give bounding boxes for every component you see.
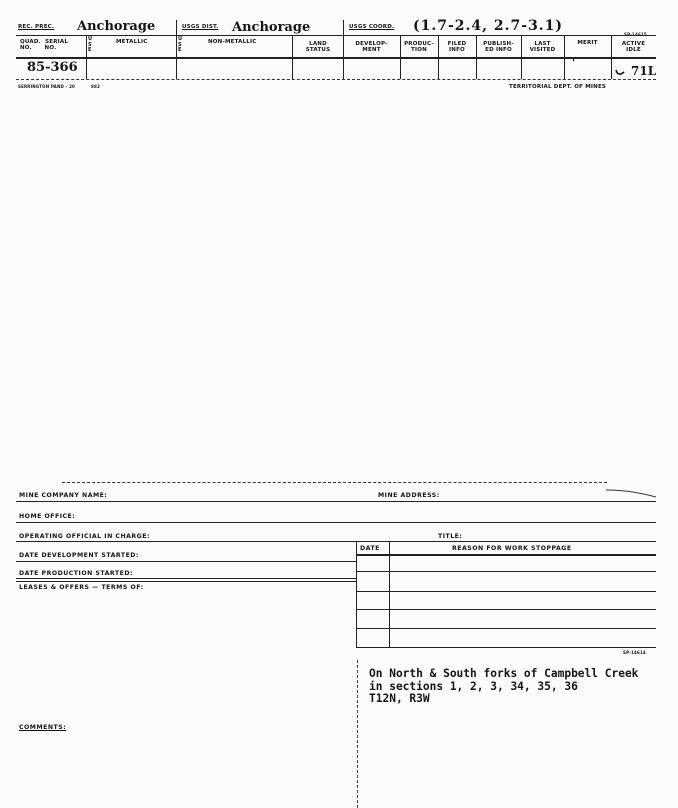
leases-offers-label: LEASES & OFFERS — TERMS OF: (19, 584, 144, 591)
comments-label: COMMENTS: (19, 724, 67, 731)
col-development: DEVELOP- MENT (355, 41, 388, 53)
checkmark-icon (615, 62, 625, 72)
row-rule (16, 581, 356, 582)
row-rule (16, 578, 356, 579)
date-development-started-label: DATE DEVELOPMENT STARTED: (19, 552, 139, 559)
mine-address-label: MINE ADDRESS: (378, 492, 440, 499)
row-rule (16, 541, 656, 542)
printer-line: SERRINGTON PAND - 20 (18, 84, 76, 89)
col-active-idle: ACTIVE IDLE (621, 41, 646, 53)
location-note: On North & South forks of Campbell Creek in sections 1, 2, 3, 34, 35, 36 T12N, R3W (369, 667, 639, 705)
mine-company-name-label: MINE COMPANY NAME: (19, 492, 108, 499)
usgs-dist-value: Anchorage (232, 20, 311, 35)
col-divider (176, 20, 177, 79)
form-number-top: SP-14615 (624, 32, 647, 37)
rec-prec-value: Anchorage (77, 19, 156, 34)
printer-code: 882 (91, 84, 100, 89)
card-top-dashed-rule (62, 482, 607, 483)
reason-header: REASON FOR WORK STOPPAGE (452, 545, 572, 552)
col-non-metallic: NON-METALLIC (208, 39, 257, 45)
col-merit: MERIT (577, 40, 598, 46)
col-production: PRODUC- TION (404, 41, 434, 53)
table-row-rule (356, 647, 656, 648)
title-label: TITLE: (438, 533, 463, 540)
table-row-rule (356, 591, 656, 592)
col-last-visited: LAST VISITED (529, 41, 556, 53)
form-number-bottom: SP-14614 (623, 650, 646, 655)
merit-mark: ' (572, 58, 576, 69)
rec-prec-label: REC. PREC. (18, 24, 55, 30)
usgs-coord-label: USGS COORD. (349, 24, 395, 30)
row-rule (16, 522, 656, 523)
card-bottom-dashed-rule (16, 79, 656, 80)
col-quad-serial: QUAD. SERIAL NO. NO. (20, 39, 69, 51)
col-filed-info: FILED INFO (447, 41, 467, 53)
active-idle-value: 71L (631, 64, 657, 78)
comments-divider (357, 660, 358, 808)
table-left-rule (356, 541, 357, 647)
col-use-1: U S E (88, 36, 93, 53)
col-use-2: U S E (178, 36, 183, 53)
table-header-rule (356, 554, 656, 556)
row-rule (16, 561, 356, 562)
table-row-rule (356, 609, 656, 610)
torn-edge (606, 484, 656, 494)
date-header: DATE (360, 545, 380, 552)
usgs-coord-value: (1.7-2.4, 2.7-3.1) (413, 18, 564, 34)
quad-serial-value: 85-366 (27, 60, 78, 75)
department-label: TERRITORIAL DEPT. OF MINES (509, 84, 607, 90)
col-metallic: METALLIC (116, 39, 148, 45)
col-land-status: LAND STATUS (305, 41, 331, 53)
col-divider (86, 35, 87, 79)
table-row-rule (356, 571, 656, 572)
header-rule (16, 35, 656, 36)
table-date-rule (389, 541, 390, 647)
row-rule (16, 501, 656, 502)
table-row-rule (356, 628, 656, 629)
home-office-label: HOME OFFICE: (19, 513, 76, 520)
operating-official-label: OPERATING OFFICIAL IN CHARGE: (19, 533, 150, 540)
col-published-info: PUBLISH- ED INFO (483, 41, 514, 53)
date-production-started-label: DATE PRODUCTION STARTED: (19, 570, 133, 577)
usgs-dist-label: USGS DIST. (182, 24, 219, 30)
column-header-rule (16, 57, 656, 59)
